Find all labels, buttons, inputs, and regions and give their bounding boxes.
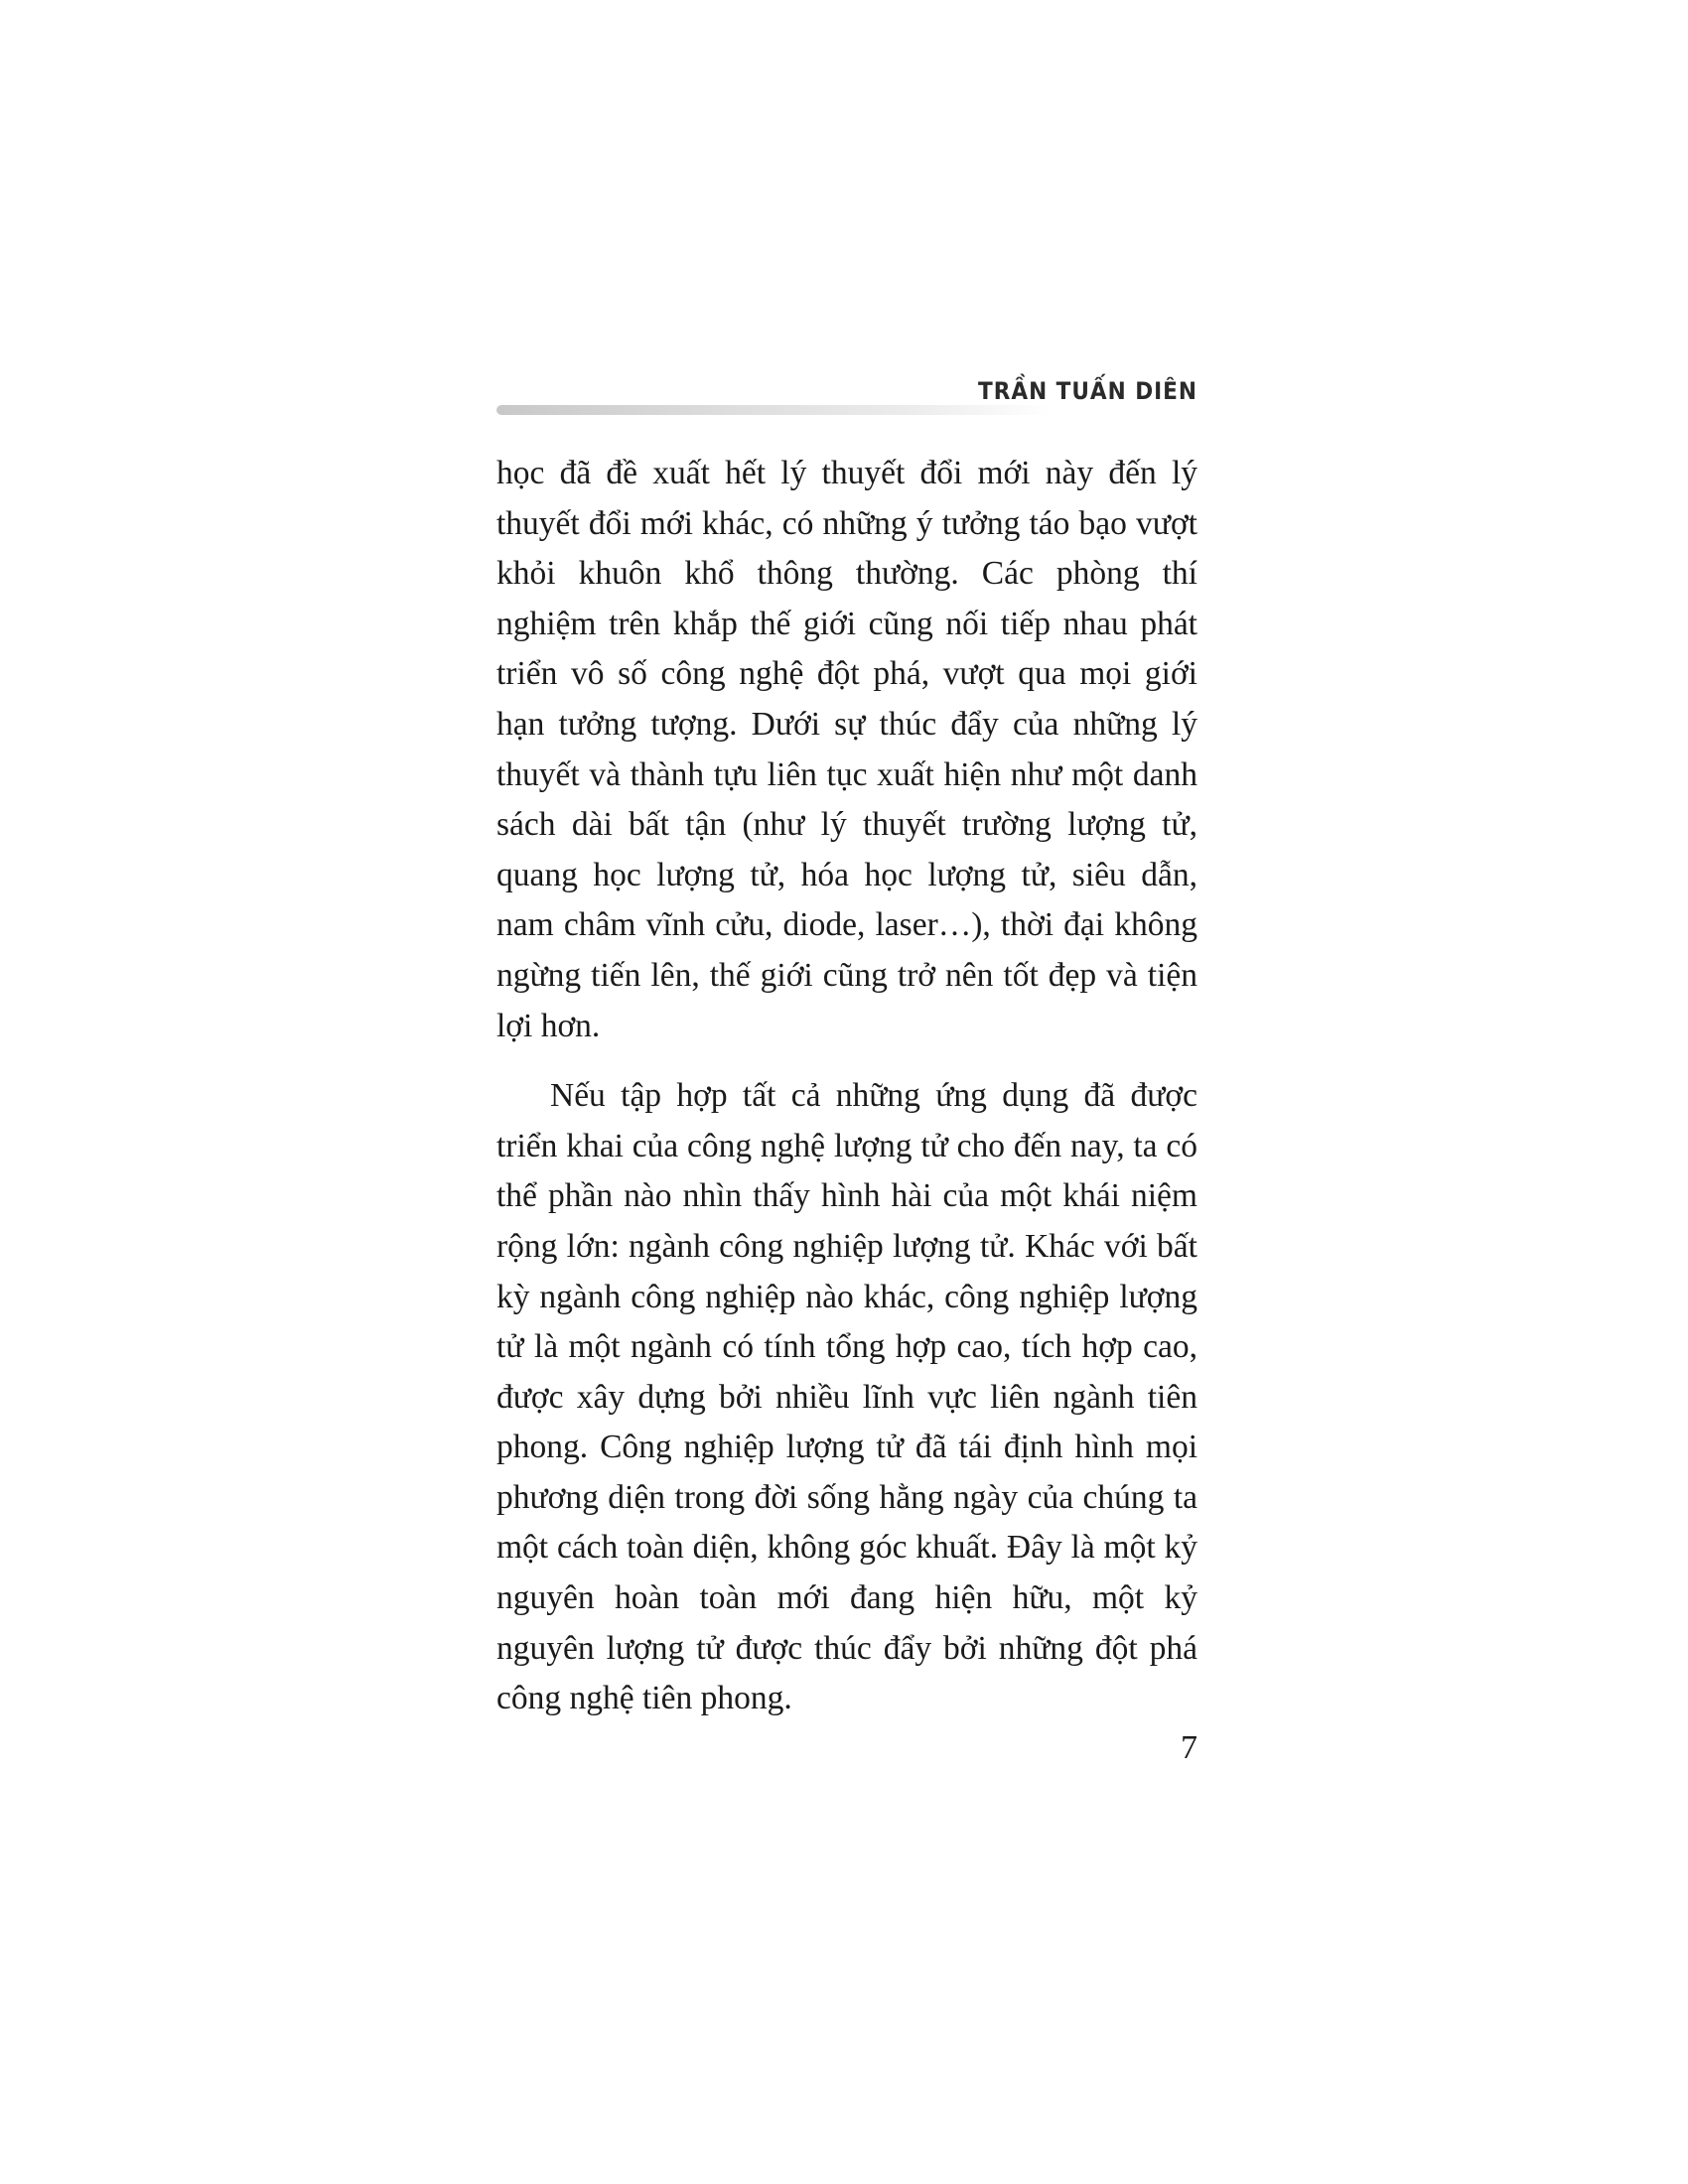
header-rule bbox=[496, 405, 1053, 415]
body-text bbox=[496, 449, 1197, 1724]
running-head-author: TRẦN TUẤN DIÊN bbox=[978, 377, 1197, 405]
running-header bbox=[496, 377, 1197, 417]
paragraph-2: Nếu tập hợp tất cả những ứng dụng đã được triển khai của công nghệ lượng tử cho đến nay, ta có thể phần nào nhìn thấy hình hài của một khái niệm rộng lớn: ngành công nghiệp lượng tử. Khác với bất kỳ ngành công nghiệp nào khác, công nghiệp lượng tử là một ngành có tính tổng hợp cao, tích hợp cao, được xây dựng bởi nhiều lĩnh vực liên ngành tiên phong. Công nghiệp lượng tử đã tái định hình mọi phương diện trong đời sống hằng ngày của chúng ta một cách toàn diện, không góc khuất. Đây là một kỷ nguyên hoàn toàn mới đang hiện hữu, một kỷ nguyên lượng tử được thúc đẩy bởi những đột phá công nghệ tiên phong. bbox=[496, 1077, 1197, 1717]
paragraph-1: học đã đề xuất hết lý thuyết đổi mới này đến lý thuyết đổi mới khác, có những ý tưởng táo bạo vượt khỏi khuôn khổ thông thường. Các phòng thí nghiệm trên khắp thế giới cũng nối tiếp nhau phát triển vô số công nghệ đột phá, vượt qua mọi giới hạn tưởng tượng. Dưới sự thúc đẩy của những lý thuyết và thành tựu liên tục xuất hiện như một danh sách dài bất tận (như lý thuyết trường lượng tử, quang học lượng tử, hóa học lượng tử, siêu dẫn, nam châm vĩnh cửu, diode, laser…), thời đại không ngừng tiến lên, thế giới cũng trở nên tốt đẹp và tiện lợi hơn. bbox=[496, 455, 1197, 1044]
page-number: 7 bbox=[1181, 1729, 1197, 1766]
